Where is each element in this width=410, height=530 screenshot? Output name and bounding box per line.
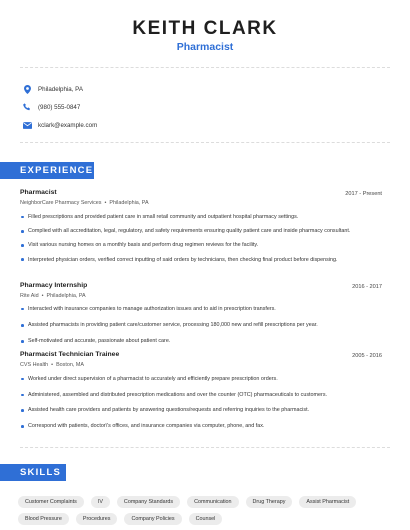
skill-tag: Counsel xyxy=(189,513,223,525)
skill-tag: Procedures xyxy=(76,513,118,525)
skill-tag: Customer Complaints xyxy=(18,496,84,508)
phone-text: (980) 555-0847 xyxy=(38,103,81,111)
job-bullets xyxy=(20,305,365,346)
job-company: NeighborCare Pharmacy Services xyxy=(20,200,102,206)
contact-phone xyxy=(20,100,80,114)
candidate-title: Pharmacist xyxy=(176,41,234,53)
contact-email[interactable] xyxy=(20,118,97,132)
location-text: Philadelphia, PA xyxy=(38,85,83,93)
skill-tag: Company Policies xyxy=(124,513,181,525)
job-dates: 2017 - Present xyxy=(345,191,382,197)
job-bullets xyxy=(20,375,365,430)
skill-tag: Company Standards xyxy=(117,496,180,508)
list-item: Self-motivated and accurate, passionate about patient care. xyxy=(20,337,365,345)
job-title: Pharmacist Technician Trainee xyxy=(20,351,120,358)
candidate-name: KEITH CLARK xyxy=(132,18,278,39)
phone-icon xyxy=(20,100,34,114)
job-location: Philadelphia, PA xyxy=(109,200,149,206)
skill-tag: Drug Therapy xyxy=(246,496,293,508)
list-item: Filled prescriptions and provided patient care in small retail community and outpatient hospital pharmacy settings. xyxy=(20,213,365,221)
job-location: Boston, MA xyxy=(56,362,84,368)
experience-heading: EXPERIENCE xyxy=(0,162,94,179)
job-company-line: Rite Aid • Philadelphia, PA xyxy=(20,293,86,299)
skill-tag: Assist Pharmacist xyxy=(299,496,356,508)
job-dates: 2016 - 2017 xyxy=(352,284,382,290)
list-item: Interacted with insurance companies to manage authorization issues and to aid in prescription transfers. xyxy=(20,305,365,313)
job-bullets xyxy=(20,213,365,264)
job-company: Rite Aid xyxy=(20,293,39,299)
list-item: Worked under direct supervision of a pharmacist to accurately and efficiently prepare prescription orders. xyxy=(20,375,365,383)
list-item: Visit various nursing homes on a monthly basis and perform drug regimen reviews for the facility. xyxy=(20,241,365,249)
list-item: Interpreted physician orders, verified correct inputting of said orders by technicians, then checking final product before dispensing. xyxy=(20,256,365,264)
skills-heading: SKILLS xyxy=(0,464,66,481)
list-item: Assisted health care providers and patients by answering questions/requests and referring inquiries to the pharmacist. xyxy=(20,406,365,414)
section-divider xyxy=(20,447,390,448)
job-company: CVS Health xyxy=(20,362,49,368)
job-company-line: CVS Health • Boston, MA xyxy=(20,362,84,368)
skill-tag: Communication xyxy=(187,496,238,508)
list-item: Correspond with patients, doctor\'s offices, and insurance companies via computer, phone, and fax. xyxy=(20,422,365,430)
list-item: Assisted pharmacists in providing patient care/customer service, processing 180,000 new and refill prescriptions per year. xyxy=(20,321,365,329)
job-location: Philadelphia, PA xyxy=(46,293,86,299)
contact-divider xyxy=(20,142,390,143)
list-item: Administered, assembled and distributed prescription medications and over the counter (OTC) pharmaceuticals to customers. xyxy=(20,391,365,399)
header-divider xyxy=(20,67,390,68)
skills-list xyxy=(18,496,398,530)
skill-tag: IV xyxy=(91,496,110,508)
skill-tag: Blood Pressure xyxy=(18,513,69,525)
list-item: Complied with all accreditation, legal, regulatory, and safety requirements ensuring quality patient care and inside pharmacy consultant. xyxy=(20,227,365,235)
job-dates: 2005 - 2016 xyxy=(352,353,382,359)
email-link[interactable]: kclark@example.com xyxy=(38,121,98,129)
job-title: Pharmacy Internship xyxy=(20,282,88,289)
map-pin-icon xyxy=(20,82,34,96)
job-company-line: NeighborCare Pharmacy Services • Philadelphia, PA xyxy=(20,200,149,206)
envelope-icon xyxy=(20,118,34,132)
job-title: Pharmacist xyxy=(20,189,57,196)
contact-location xyxy=(20,82,83,96)
